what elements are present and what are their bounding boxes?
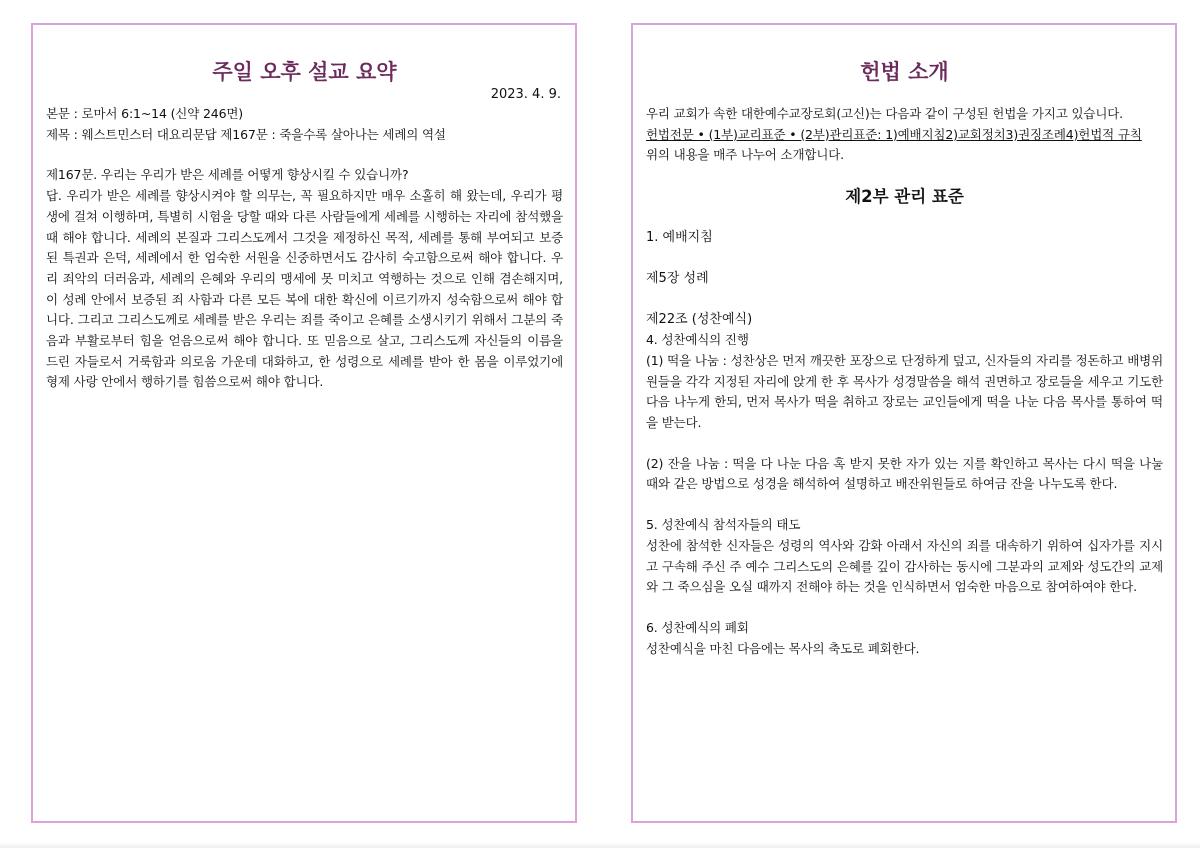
sermon-summary-page [31, 23, 577, 823]
sermon-date: 2023. 4. 9. [490, 87, 561, 102]
catechism-answer: 답. 우리가 받은 세례를 향상시켜야 할 의무는, 꼭 필요하지만 매우 소홀히 해 왔는데, 우리가 평생에 걸쳐 이행하며, 특별히 시험을 당할 때와 다른 사람들에게 세례를 시행하는 자리에 참석했을 때 해야 합니다. 세례의 본질과 그리스도께서 그것을 제정하신 목적, 세례를 통해 부여되고 보증된 특권과 은덕, 세례에서 한 엄숙한 서원을 신중하면서도 감사히 숙고함으로써 해야 합니다. 우리 죄악의 더러움과, 세례의 은혜와 우리의 맹세에 못 미치고 역행하는 것으로 인해 겸손해지며, 이 성례 안에서 보증된 죄 사함과 다른 모든 복에 대한 확신에 이르기까지 성숙함으로써 해야 합니다. 그리고 그리스도께로 세례를 받은 우리는 죄를 죽이고 은혜를 소생시키기 위해서 그분의 죽음과 부활로부터 힘을 얻음으로써 해야 합니다. 또 믿음으로 살고, 그리스도께 자신들의 이름을 드린 자들로서 거룩함과 의로움 가운데 대화하고, 한 성령으로 세례를 받아 한 몸을 이루었기에 형제 사랑 안에서 행하기를 힘씀으로써 해야 합니다. [46, 188, 563, 390]
spacer [646, 88, 1163, 104]
item4-cup-text: (2) 잔을 나눔 : 떡을 다 나눈 다음 혹 받지 못한 자가 있는 지를 확인하고 목사는 다시 떡을 나눌 때와 같은 방법으로 성경을 해석하여 설명하고 배잔위원들로 하여금 잔을 나누도록 한다. [646, 455, 1163, 492]
part-subtitle: 제2부 관리 표준 [845, 187, 964, 207]
item4-bread-text: (1) 떡을 나눔 : 성찬상은 먼저 깨끗한 포장으로 단정하게 덮고, 신자들의 자리를 정돈하고 배병위원들을 각각 지정된 자리에 앉게 한 후 목사가 성경말씀을 해석 권면하고 장로들을 세우고 기도한 다음 나누게 한되, 먼저 목사가 떡을 취하고 장로는 교인들에게 떡을 나눈 다음 목사를 통하여 떡을 받는다. [646, 352, 1163, 431]
spacer [646, 249, 1163, 269]
page-title: 주일 오후 설교 요약 [212, 60, 397, 84]
subject-line: 제목 : 웨스트민스터 대요리문답 제167문 : 죽을수록 살아나는 세례의 역설 [46, 126, 446, 142]
article-heading: 제22조 (성찬예식) [646, 311, 753, 327]
constitution-intro-page [631, 23, 1177, 823]
item6-body: 성찬예식을 마친 다음에는 목사의 축도로 폐회한다. [646, 640, 920, 656]
spacer [646, 434, 1163, 454]
catechism-question: 제167문. 우리는 우리가 받은 세례를 어떻게 향상시킬 수 있습니까? [46, 167, 409, 183]
constitution-contents: 헌법전문 • (1부)교리표준 • (2부)관리표준: 1)예배지침2)교회정치3)권징조례4)헌법적 규칙 [646, 126, 1142, 142]
section-worship-heading: 1. 예배지침 [646, 230, 713, 246]
item4-heading: 4. 성찬예식의 진행 [646, 332, 749, 348]
spacer [646, 598, 1163, 618]
chapter-heading: 제5장 성례 [646, 270, 709, 286]
bottom-shadow [0, 842, 1200, 848]
scripture-line: 본문 : 로마서 6:1~14 (신약 246면) [46, 106, 244, 121]
spacer [646, 495, 1163, 515]
item5-heading: 5. 성찬예식 참석자들의 태도 [646, 517, 801, 533]
spacer [646, 290, 1163, 310]
page-title: 헌법 소개 [860, 60, 949, 84]
item6-heading: 6. 성찬예식의 폐회 [646, 619, 749, 635]
intro-text: 우리 교회가 속한 대한예수교장로회(고신)는 다음과 같이 구성된 헌법을 가지고 있습니다. [646, 106, 1123, 121]
contents-note: 위의 내용을 매주 나누어 소개합니다. [646, 147, 844, 163]
item5-body: 성찬에 참석한 신자들은 성령의 역사와 감화 아래서 자신의 죄를 대속하기 위하여 십자가를 지시고 구속해 주신 주 예수 그리스도의 은혜를 깊이 감사하는 동시에 그분과의 교제와 성도간의 교제와 그 죽으심을 오실 때까지 전해야 하는 것을 인식하면서 엄숙한 마음으로 참여하여야 한다. [646, 537, 1163, 595]
spacer [46, 145, 563, 165]
